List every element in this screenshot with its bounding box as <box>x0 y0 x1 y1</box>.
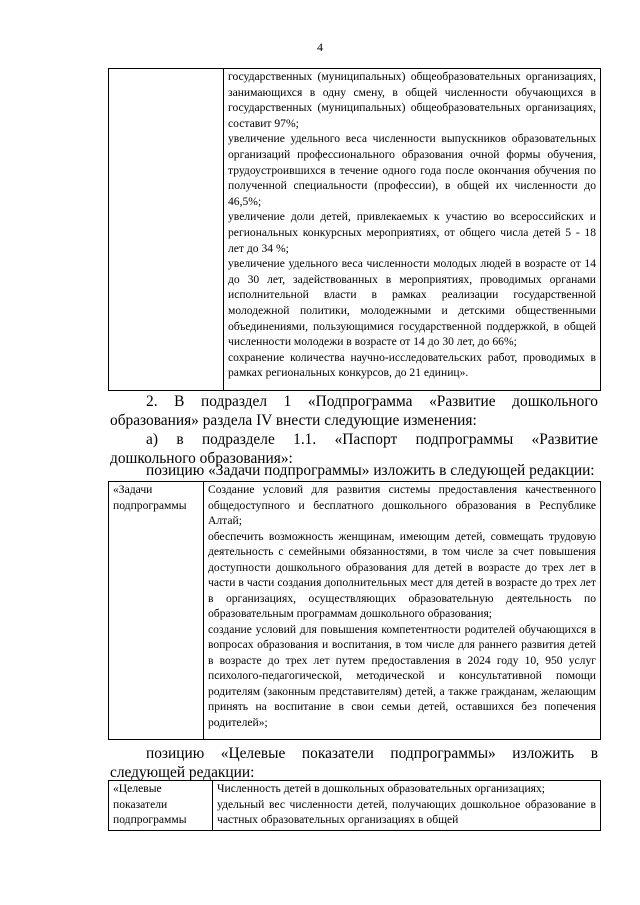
tasks-item: обеспечить возможность женщинам, имеющим детей, совмещать трудовую деятельность с семейными обязанностями, в том числе за счет повышения доступности дошкольного образования для детей в возрасте до трех лет в части в части создания дополнительных мест для детей в возрасте до трех лет в организациях, осуществляющих образовательную деятельность по образовательным программам дошкольного образования; <box>208 529 596 620</box>
table1-right-cell <box>224 69 601 391</box>
tasks-label: «Задачи подпрограммы <box>109 482 204 740</box>
paragraph-targets: позицию «Целевые показатели подпрограммы» изложить в следующей редакции: <box>110 745 598 781</box>
targets-label: «Целевые показатели подпрограммы <box>109 781 213 831</box>
paragraph-tasks: позицию «Задачи подпрограммы» изложить в следующей редакции: <box>146 462 595 479</box>
targets-table <box>108 780 601 831</box>
tasks-item: создание условий для повышения компетентности родителей обучающихся в вопросах образования и воспитания, в том числе для раннего развития детей в возрасте до трех лет путем предоставления в 2024 году 10, 950 услуг психолого-педагогической, методической и консультативной помощи родителям (законным представителям) детей, а также гражданам, желающим принять на воспитание в свои семьи детей, оставшихся без попечения родителей»; <box>208 622 596 729</box>
table1-item: сохранение количества научно-исследовательских работ, проводимых в рамках региональных конкурсов, до 21 единиц». <box>228 350 596 380</box>
table1-item: увеличение удельного веса численности выпускников образовательных организаций профессионального образования очной формы обучения, трудоустроившихся в течение одного года после окончания обучения по полученной специальности (профессии), в общей их численности до 46,5%; <box>228 132 596 208</box>
paragraph-2: 2. В подраздел 1 «Подпрограмма «Развитие дошкольного образования» раздела IV внести следующие изменения: <box>110 393 598 429</box>
table1-item: государственных (муниципальных) общеобразовательных организациях, занимающихся в одну смену, в общей численности обучающихся в государственных (муниципальных) общеобразовательных организациях, составит 97%; <box>228 70 596 130</box>
paragraph-a: а) в подразделе 1.1. «Паспорт подпрограммы «Развитие дошкольного образования»: <box>110 431 598 467</box>
targets-item: Численность детей в дошкольных образовательных организациях; <box>217 782 545 795</box>
tasks-item: Создание условий для развития системы предоставления качественного общедоступного и бесплатного дошкольного образования в Республике Алтай; <box>208 483 596 527</box>
page-number: 4 <box>317 40 323 54</box>
tasks-content <box>204 482 601 740</box>
targets-content <box>213 781 601 831</box>
targets-table-continuation <box>108 68 601 391</box>
table1-item: увеличение доли детей, привлекаемых к участию во всероссийских и региональных конкурсных мероприятиях, от общего числа детей 5 - 18 лет до 34 %; <box>228 210 596 255</box>
tasks-table <box>108 481 601 740</box>
table1-item: увеличение удельного веса численности молодых людей в возрасте от 14 до 30 лет, задействованных в мероприятиях, проводимых органами исполнительной власти в рамках реализации государственной молодежной политики, молодежными и детскими общественными объединениями, пользующимися государственной поддержкой, в общей численности молодежи в возрасте от 14 до 30 лет, до 66%; <box>228 257 596 349</box>
targets-item: удельный вес численности детей, получающих дошкольное образование в частных образовательных организациях в общей <box>217 797 596 826</box>
table1-left-cell <box>109 69 224 391</box>
